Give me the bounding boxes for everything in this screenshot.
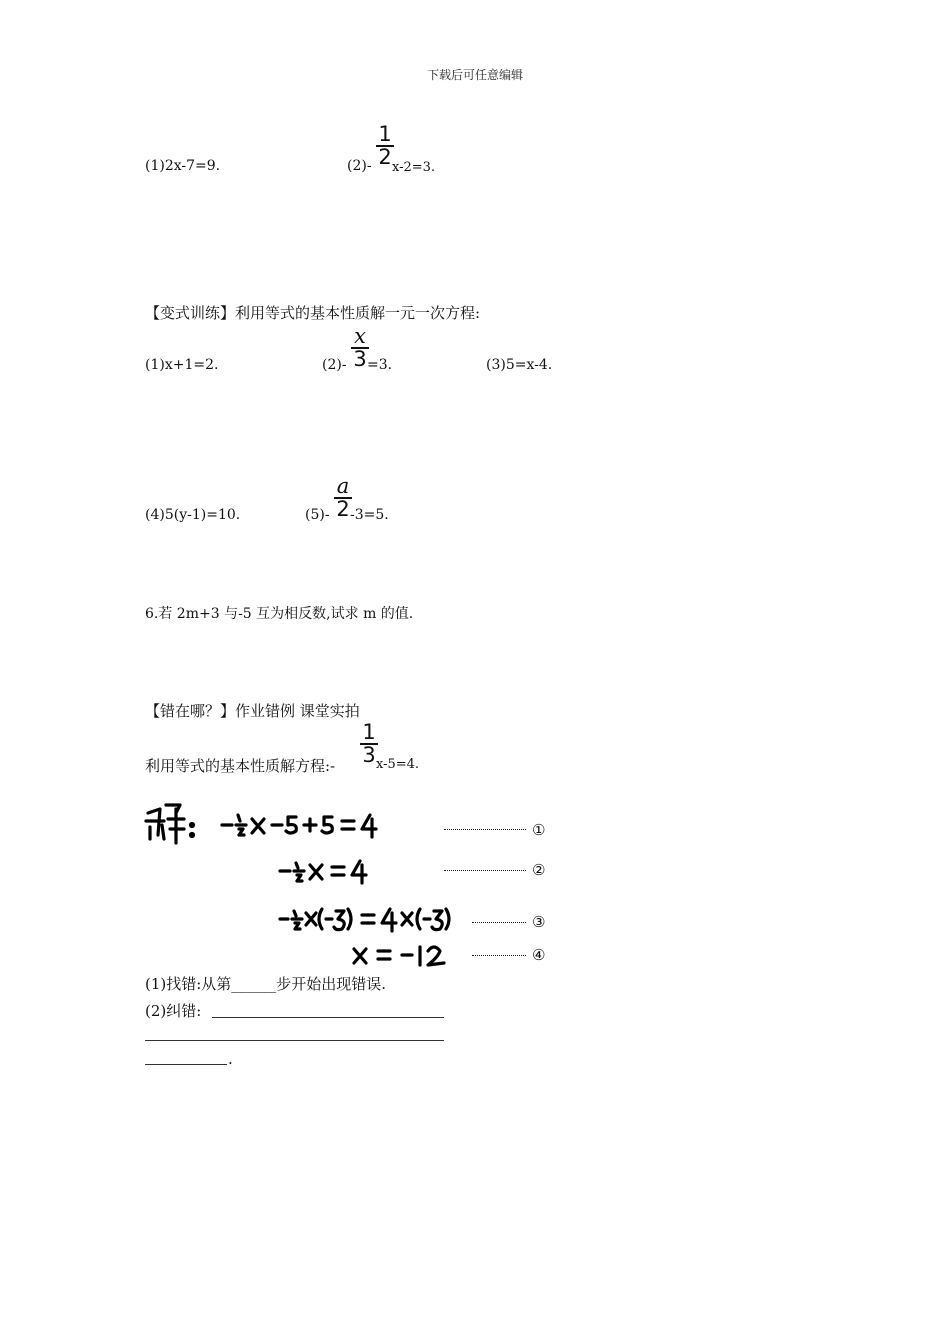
page-header: 下载后可任意编辑: [426, 68, 523, 82]
question6: 6.若 2m+3 与-5 互为相反数,试求 m 的值.: [145, 606, 414, 622]
variant-item5-suffix: -3=5.: [350, 507, 389, 523]
step-marker-1: ①: [532, 821, 546, 839]
fraction-numerator: 1: [378, 122, 392, 146]
variant-item3: (3)5=x-4.: [486, 357, 553, 373]
mistake-prompt-suffix: x-5=4.: [376, 757, 420, 772]
fraction-numerator: x: [354, 324, 366, 348]
correct-error-label: (2)纠错:: [145, 1002, 202, 1020]
step-leader-3: [472, 922, 526, 923]
answer-closing-period: .: [228, 1050, 233, 1068]
problem1-item2-prefix: (2)-: [347, 158, 372, 174]
find-error-line: (1)找错:从第______步开始出现错误.: [145, 975, 387, 993]
problem1-item2-suffix: x-2=3.: [392, 160, 436, 175]
variant-heading: 【变式训练】利用等式的基本性质解一元一次方程:: [145, 304, 481, 322]
fraction-denominator: 3: [362, 743, 376, 767]
fraction-denominator: 2: [378, 145, 392, 169]
step-marker-2: ②: [532, 861, 546, 879]
answer-blank-line-1: [212, 1017, 444, 1018]
fraction-numerator: 1: [362, 720, 376, 744]
step-marker-3: ③: [532, 913, 546, 931]
mistake-heading: 【错在哪？】作业错例 课堂实拍: [145, 702, 360, 720]
fraction-denominator: 2: [336, 497, 350, 521]
fraction-denominator: 3: [353, 347, 367, 371]
variant-item4: (4)5(y-1)=10.: [145, 507, 241, 523]
variant-item1: (1)x+1=2.: [145, 357, 219, 373]
step-leader-4: [472, 955, 526, 956]
answer-blank-line-3: [145, 1064, 227, 1065]
step-leader-1: [444, 829, 526, 830]
variant-item2-prefix: (2)-: [322, 357, 347, 373]
variant-item5-prefix: (5)-: [305, 507, 330, 523]
problem1-item1: (1)2x-7=9.: [145, 158, 221, 174]
mistake-prompt-prefix: 利用等式的基本性质解方程:-: [145, 757, 336, 775]
answer-blank-line-2: [145, 1040, 444, 1041]
step-leader-2: [444, 870, 526, 871]
fraction-numerator: a: [336, 474, 350, 498]
variant-item2-suffix: =3.: [367, 357, 393, 373]
handwritten-solution-image: [140, 795, 480, 970]
step-marker-4: ④: [532, 946, 546, 964]
